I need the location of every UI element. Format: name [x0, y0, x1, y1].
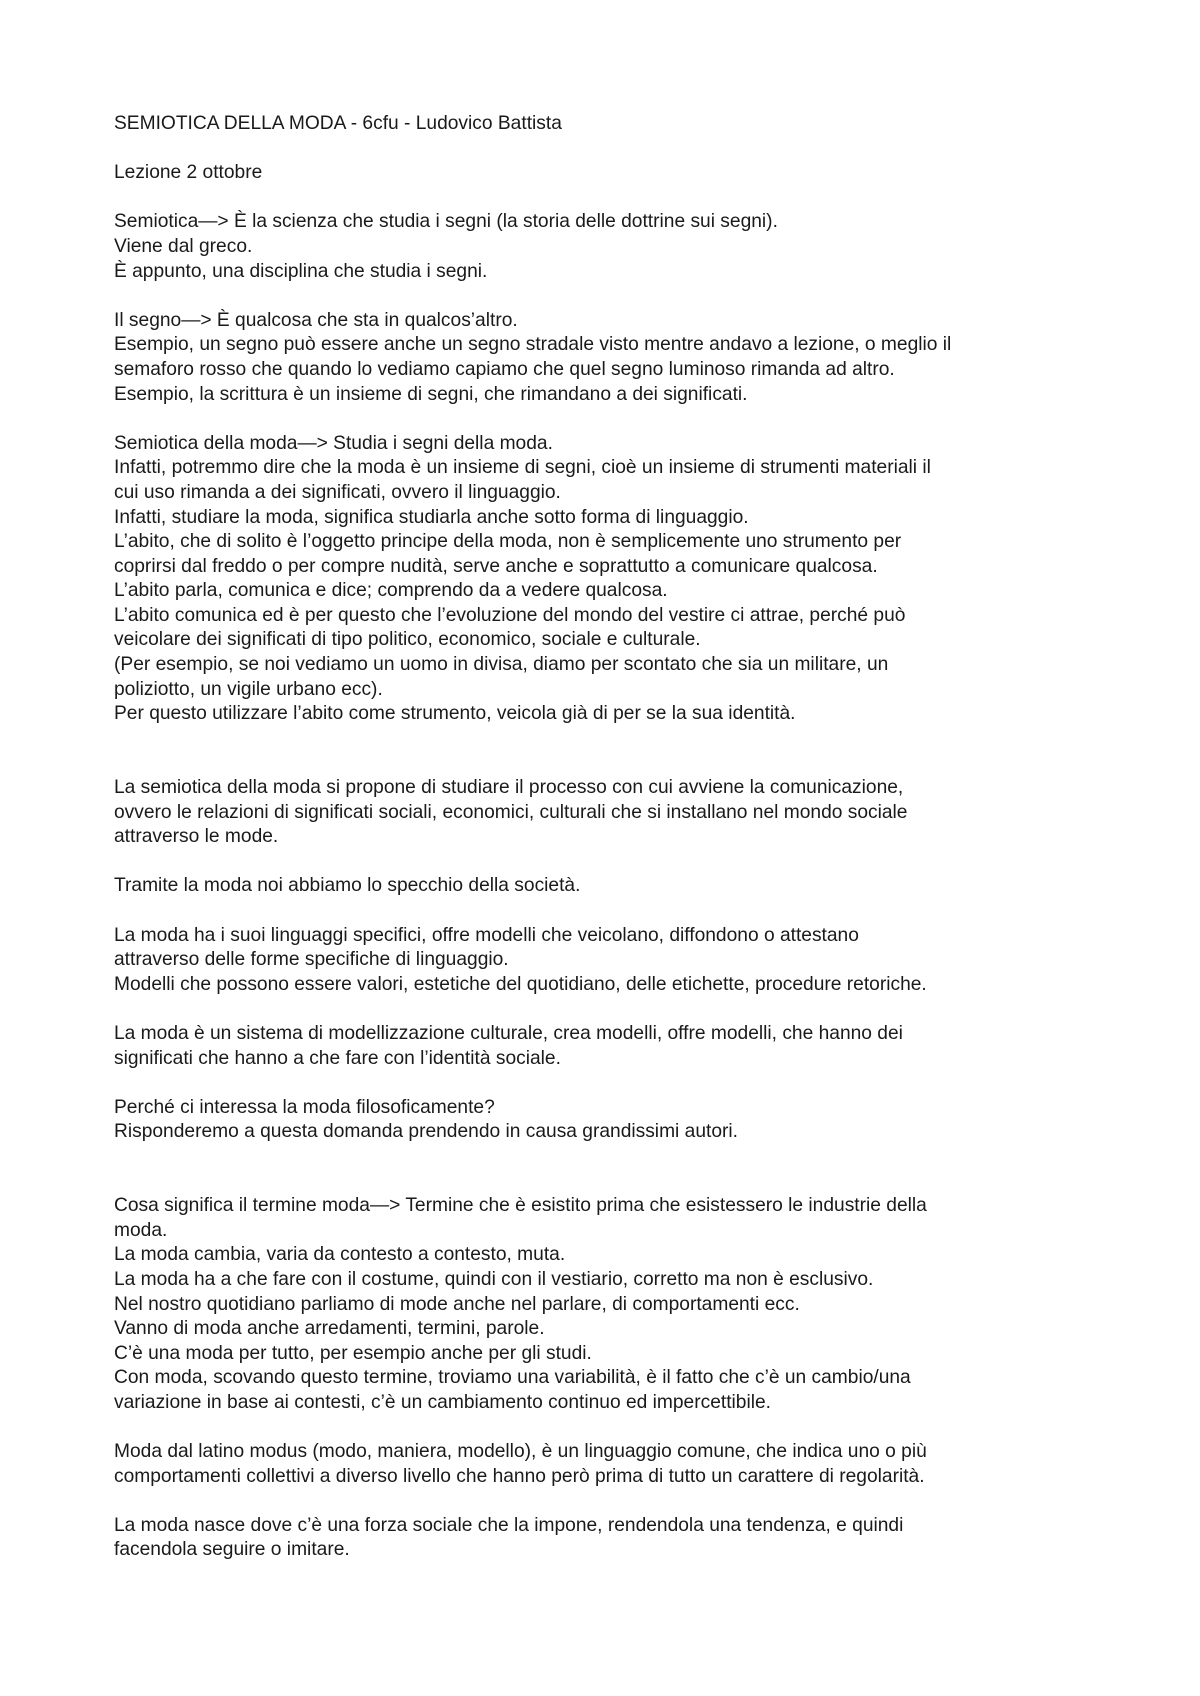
paragraph-line: semaforo rosso che quando lo vediamo capiamo che quel segno luminoso rimanda ad altro. — [114, 358, 895, 380]
paragraph-line: Esempio, un segno può essere anche un segno stradale visto mentre andavo a lezione, o meglio il — [114, 334, 952, 356]
paragraph-line: Semiotica della moda—> Studia i segni della moda. — [114, 432, 553, 454]
paragraph-line: Infatti, studiare la moda, significa studiarla anche sotto forma di linguaggio. — [114, 506, 749, 528]
paragraph-line: L’abito, che di solito è l’oggetto principe della moda, non è semplicemente uno strumento per — [114, 531, 902, 553]
paragraph-line: Nel nostro quotidiano parliamo di mode anche nel parlare, di comportamenti ecc. — [114, 1293, 800, 1315]
paragraph-segno — [114, 309, 1104, 407]
paragraph-line: Il segno—> È qualcosa che sta in qualcos’altro. — [114, 309, 518, 331]
paragraph-line: La moda nasce dove c’è una forza sociale che la impone, rendendola una tendenza, e quindi — [114, 1514, 904, 1536]
paragraph-forza-sociale — [114, 1514, 1104, 1563]
paragraph-line: facendola seguire o imitare. — [114, 1539, 350, 1561]
paragraph-modellizzazione — [114, 1022, 1104, 1071]
paragraph-line: significati che hanno a che fare con l’identità sociale. — [114, 1047, 561, 1069]
paragraph-line: La semiotica della moda si propone di studiare il processo con cui avviene la comunicazione, — [114, 777, 904, 799]
paragraph-line: Con moda, scovando questo termine, troviamo una variabilità, è il fatto che c’è un cambio/una — [114, 1367, 911, 1389]
paragraph-termine-moda — [114, 1194, 1104, 1415]
paragraph-line: L’abito parla, comunica e dice; comprendo da a vedere qualcosa. — [114, 580, 668, 602]
paragraph-semiotica-moda — [114, 432, 1104, 727]
lesson-date: Lezione 2 ottobre — [114, 162, 263, 184]
paragraph-line: Perché ci interessa la moda filosoficamente? — [114, 1096, 495, 1118]
paragraph-line: Tramite la moda noi abbiamo lo specchio della società. — [114, 875, 581, 897]
paragraph-line: Vanno di moda anche arredamenti, termini, parole. — [114, 1318, 545, 1340]
paragraph-line: attraverso le mode. — [114, 826, 279, 848]
paragraph-linguaggi — [114, 924, 1104, 998]
paragraph-line: variazione in base ai contesti, c’è un cambiamento continuo ed impercettibile. — [114, 1391, 772, 1413]
paragraph-specchio — [114, 874, 1104, 899]
paragraph-line: La moda ha i suoi linguaggi specifici, offre modelli che veicolano, diffondono o attestano — [114, 924, 859, 946]
paragraph-line: L’abito comunica ed è per questo che l’evoluzione del mondo del vestire ci attrae, perché può — [114, 604, 906, 626]
paragraph-line: La moda ha a che fare con il costume, quindi con il vestiario, corretto ma non è esclusivo. — [114, 1268, 874, 1290]
document-body — [114, 112, 1104, 1588]
paragraph-line: attraverso delle forme specifiche di linguaggio. — [114, 949, 509, 971]
paragraph-line: Semiotica—> È la scienza che studia i segni (la storia delle dottrine sui segni). — [114, 211, 778, 233]
paragraph-line: Per questo utilizzare l’abito come strumento, veicola già di per se la sua identità. — [114, 703, 796, 725]
paragraph-line: cui uso rimanda a dei significati, ovvero il linguaggio. — [114, 481, 561, 503]
paragraph-filosofia — [114, 1096, 1104, 1145]
paragraph-line: Modelli che possono essere valori, estetiche del quotidiano, delle etichette, procedure retoriche. — [114, 973, 927, 995]
paragraph-line: C’è una moda per tutto, per esempio anche per gli studi. — [114, 1342, 592, 1364]
paragraph-line: Risponderemo a questa domanda prendendo in causa grandissimi autori. — [114, 1121, 738, 1143]
paragraph-line: Viene dal greco. — [114, 235, 253, 257]
paragraph-line: (Per esempio, se noi vediamo un uomo in divisa, diamo per scontato che sia un militare, un — [114, 654, 889, 676]
paragraph-modus — [114, 1440, 1104, 1489]
paragraph-processo — [114, 776, 1104, 850]
paragraph-line: moda. — [114, 1219, 168, 1241]
paragraph-line: Moda dal latino modus (modo, maniera, modello), è un linguaggio comune, che indica uno o più — [114, 1441, 927, 1463]
paragraph-line: La moda è un sistema di modellizzazione culturale, crea modelli, offre modelli, che hanno dei — [114, 1022, 903, 1044]
paragraph-line: È appunto, una disciplina che studia i segni. — [114, 260, 488, 282]
paragraph-line: coprirsi dal freddo o per compre nudità, serve anche e soprattutto a comunicare qualcosa. — [114, 555, 878, 577]
paragraph-line: veicolare dei significati di tipo politico, economico, sociale e culturale. — [114, 629, 701, 651]
paragraph-semiotica — [114, 210, 1104, 284]
paragraph-line: Infatti, potremmo dire che la moda è un insieme di segni, cioè un insieme di strumenti materiali il — [114, 457, 931, 479]
paragraph-line: Cosa significa il termine moda—> Termine che è esistito prima che esistessero le industrie della — [114, 1195, 927, 1217]
paragraph-line: La moda cambia, varia da contesto a contesto, muta. — [114, 1244, 566, 1266]
paragraph-line: poliziotto, un vigile urbano ecc). — [114, 678, 383, 700]
paragraph-line: ovvero le relazioni di significati sociali, economici, culturali che si installano nel mondo sociale — [114, 801, 908, 823]
document-title: SEMIOTICA DELLA MODA - 6cfu - Ludovico Battista — [114, 113, 562, 134]
paragraph-line: Esempio, la scrittura è un insieme di segni, che rimandano a dei significati. — [114, 383, 748, 405]
paragraph-line: comportamenti collettivi a diverso livello che hanno però prima di tutto un carattere di regolarità. — [114, 1465, 925, 1487]
